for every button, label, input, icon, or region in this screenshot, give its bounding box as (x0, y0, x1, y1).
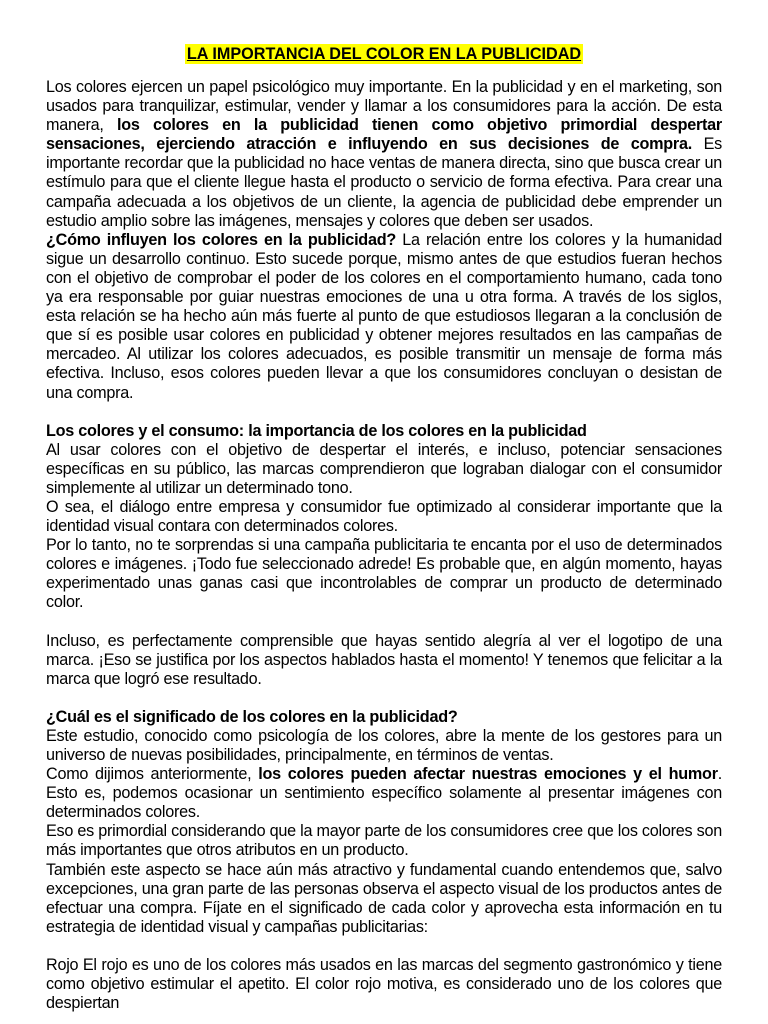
paragraph: Este estudio, conocido como psicología de los colores, abre la mente de los gestores para un universo de nuevas posibilidades, principalmente, en términos de ventas. (46, 726, 722, 764)
paragraph: Rojo El rojo es uno de los colores más usados en las marcas del segmento gastronómico y tiene como objetivo estimular el apetito. El color rojo motiva, es considerado uno de los colores que despiertan (46, 955, 722, 1013)
section-heading: Los colores y el consumo: la importancia de los colores en la publicidad (46, 421, 587, 440)
paragraph: Al usar colores con el objetivo de despertar el interés, e incluso, potenciar sensaciones específicas en su público, las marcas comprendieron que lograban dialogar con el consumidor simplemente al utilizar un determinado tono. (46, 440, 722, 497)
document-body (0, 78, 768, 1013)
title-wrapper (0, 0, 768, 64)
paragraph: Los colores ejercen un papel psicológico muy importante. En la publicidad y en el marketing, son usados para tranquilizar, estimular, vender y llamar a los consumidores para la acción. De esta manera, los colores en la publicidad tienen como objetivo primordial despertar sensaciones, ejerciendo atracción e influyendo en sus decisiones de compra. Es importante recordar que la publicidad no hace ventas de manera directa, sino que busca crear un estímulo para que el cliente llegue hasta el producto o servicio de forma efectiva. Para crear una campaña adecuada a los objetivos de un cliente, la agencia de publicidad debe emprender un estudio amplio sobre las imágenes, mensajes y colores que deben ser usados. (46, 78, 723, 230)
paragraph: O sea, el diálogo entre empresa y consumidor fue optimizado al considerar importante que la identidad visual contara con determinados colores. (46, 497, 722, 536)
paragraph: También este aspecto se hace aún más atractivo y fundamental cuando entendemos que, salvo excepciones, una gran parte de las personas observa el aspecto visual de los productos antes de efectuar una compra. Fíjate en el significado de cada color y aprovecha esta información en tu estrategia de identidad visual y campañas publicitarias: (46, 860, 722, 936)
paragraph: ¿Cómo influyen los colores en la publicidad? La relación entre los colores y la humanidad sigue un desarrollo continuo. Esto sucede porque, mismo antes de que estudios fueran hechos con el objetivo de comprobar el poder de los colores en el comportamiento humano, cada tono ya era responsable por guiar nuestras emociones de una u otra forma. A través de los siglos, esta relación se ha hecho aún más fuerte al punto de que estudiosos llegaran a la conclusión de que sí es posible usar colores en publicidad y obtener mejores resultados en las campañas de mercadeo. Al utilizar los colores adecuados, es posible transmitir un mensaje de forma más efectiva. Incluso, esos colores pueden llevar a que los consumidores concluyan o desistan de una compra. (46, 230, 722, 402)
section-heading: ¿Cuál es el significado de los colores en la publicidad? (46, 707, 458, 726)
paragraph: Por lo tanto, no te sorprendas si una campaña publicitaria te encanta por el uso de determinados colores e imágenes. ¡Todo fue seleccionado adrede! Es probable que, en algún momento, hayas experimentado unas ganas casi que incontrolables de comprar un producto de determinado color. (46, 536, 722, 612)
paragraph: Incluso, es perfectamente comprensible que hayas sentido alegría al ver el logotipo de una marca. ¡Eso se justifica por los aspectos hablados hasta el momento! Y tenemos que felicitar a la marca que logró ese resultado. (46, 631, 722, 688)
document-title: LA IMPORTANCIA DEL COLOR EN LA PUBLICIDAD (186, 45, 582, 63)
paragraph: Como dijimos anteriormente, los colores pueden afectar nuestras emociones y el humor. Esto es, podemos ocasionar un sentimiento específico solamente al presentar imágenes con determinados colores. (46, 765, 722, 822)
paragraph: Eso es primordial considerando que la mayor parte de los consumidores cree que los colores son más importantes que otros atributos en un producto. (46, 822, 722, 860)
